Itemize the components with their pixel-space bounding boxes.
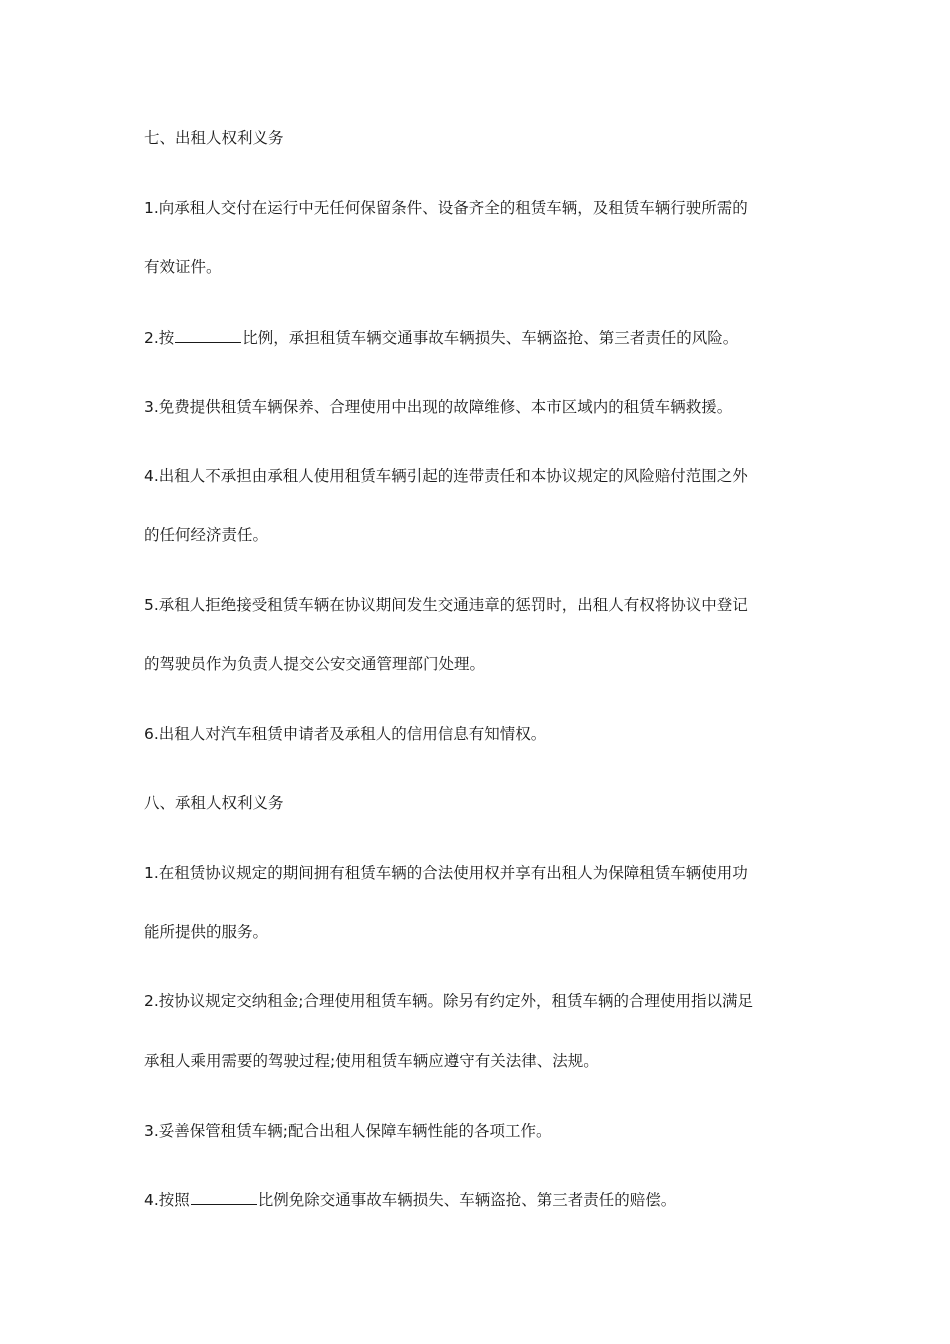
fill-in-blank	[191, 1188, 257, 1205]
section-8-item-2-line-1: 2.按协议规定交纳租金;合理使用租赁车辆。除另有约定外，租赁车辆的合理使用指以满足	[144, 992, 754, 1010]
section-8-item-4-prefix: 4.按照	[144, 1191, 190, 1209]
section-7-item-4-line-2: 的任何经济责任。	[144, 526, 269, 544]
section-8-item-1-line-1: 1.在租赁协议规定的期间拥有租赁车辆的合法使用权并享有出租人为保障租赁车辆使用功	[144, 864, 748, 882]
section-7-item-1-line-2: 有效证件。	[144, 258, 222, 276]
section-7-item-4-line-1: 4.出租人不承担由承租人使用租赁车辆引起的连带责任和本协议规定的风险赔付范围之外	[144, 467, 748, 485]
section-7-heading: 七、出租人权利义务	[144, 129, 284, 147]
section-7-item-6: 6.出租人对汽车租赁申请者及承租人的信用信息有知情权。	[144, 725, 547, 743]
section-8-item-2-line-2: 承租人乘用需要的驾驶过程;使用租赁车辆应遵守有关法律、法规。	[144, 1052, 599, 1070]
section-7-item-2	[144, 326, 738, 349]
section-7-item-3: 3.免费提供租赁车辆保养、合理使用中出现的故障维修、本市区域内的租赁车辆救援。	[144, 398, 733, 416]
section-8-item-1-line-2: 能所提供的服务。	[144, 923, 269, 941]
section-8-item-4-suffix: 比例免除交通事故车辆损失、车辆盗抢、第三者责任的赔偿。	[257, 1191, 677, 1209]
section-7-item-1-line-1: 1.向承租人交付在运行中无任何保留条件、设备齐全的租赁车辆，及租赁车辆行驶所需的	[144, 199, 748, 217]
section-8-item-4	[144, 1188, 676, 1211]
section-7-item-5-line-2: 的驾驶员作为负责人提交公安交通管理部门处理。	[144, 655, 486, 673]
section-8-heading: 八、承租人权利义务	[144, 794, 284, 812]
section-8-item-3: 3.妥善保管租赁车辆;配合出租人保障车辆性能的各项工作。	[144, 1122, 552, 1140]
section-7-item-2-suffix: 比例，承担租赁车辆交通事故车辆损失、车辆盗抢、第三者责任的风险。	[242, 329, 739, 347]
section-7-item-5-line-1: 5.承租人拒绝接受租赁车辆在协议期间发生交通违章的惩罚时，出租人有权将协议中登记	[144, 596, 748, 614]
section-7-item-2-prefix: 2.按	[144, 329, 175, 347]
fill-in-blank	[175, 326, 241, 343]
